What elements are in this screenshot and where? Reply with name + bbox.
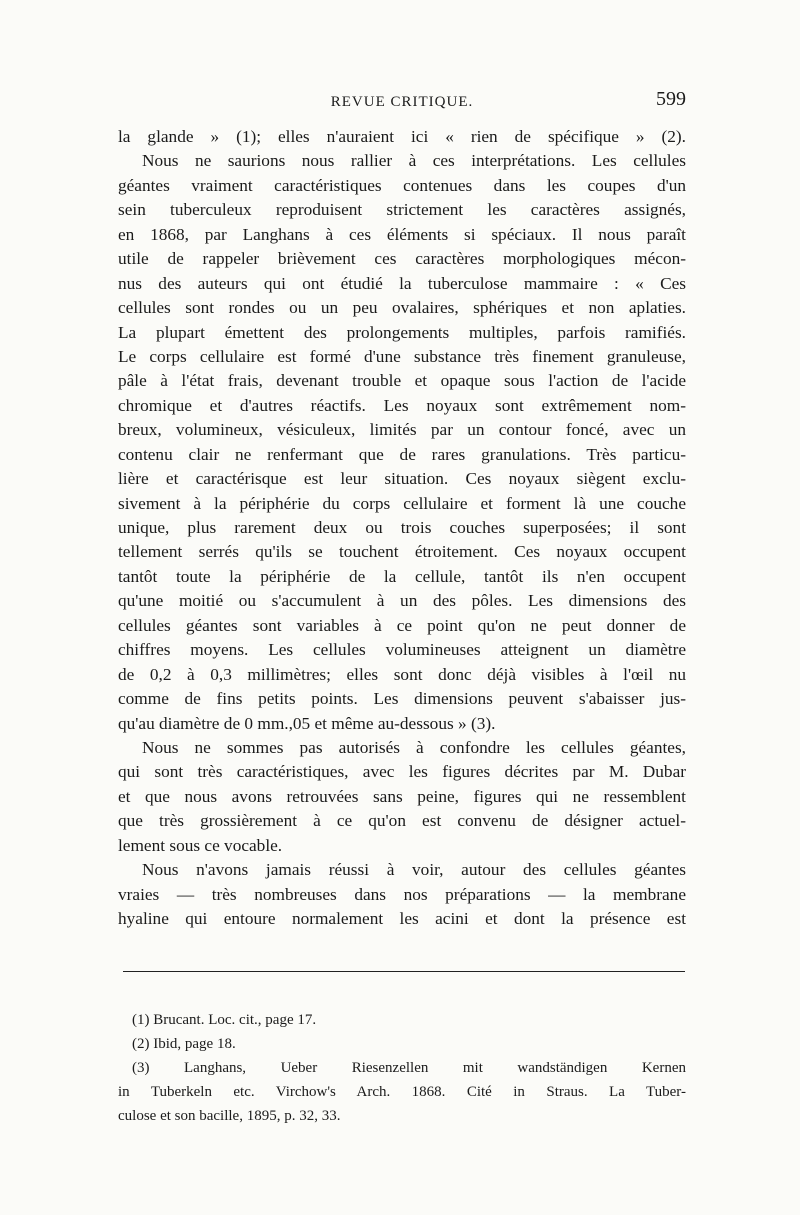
text-line: Le corps cellulaire est formé d'une substance très finement granuleuse, [118, 346, 686, 366]
text-line: vraies — très nombreuses dans nos préparations — la membrane [118, 884, 686, 904]
text-line: contenu clair ne renfermant que de rares granulations. Très particu- [118, 444, 686, 464]
text-line: comme de fins petits points. Les dimensions peuvent s'abaisser jus- [118, 689, 686, 709]
text-line: unique, plus rarement deux ou trois couches superposées; il sont [118, 518, 686, 537]
text-line: qu'au diamètre de 0 mm.,05 et même au-dessous » (3). [118, 713, 496, 733]
text-line: la glande » (1); elles n'auraient ici « rien de spécifique » (2). [118, 127, 686, 146]
text-line: qui sont très caractéristiques, avec les figures décrites par M. Dubar [118, 762, 686, 782]
text-line: chromique et d'autres réactifs. Les noyaux sont extrêmement nom- [118, 395, 686, 415]
text-line: tantôt toute la périphérie de la cellule, tantôt ils n'en occupent [118, 566, 686, 586]
footnote-3-continued: culose et son bacille, 1895, p. 32, 33. [118, 1108, 341, 1124]
text-line: chiffres moyens. Les cellules volumineuses atteignent un diamètre [118, 640, 686, 660]
text-line: Nous ne sommes pas autorisés à confondre les cellules géantes, [142, 737, 686, 757]
text-line: La plupart émettent des prolongements multiples, parfois ramifiés. [118, 322, 686, 342]
text-line: sein tuberculeux reproduisent strictement les caractères assignés, [118, 200, 686, 220]
text-line: de 0,2 à 0,3 millimètres; elles sont donc déjà visibles à l'œil nu [118, 664, 686, 684]
text-line: Nous ne saurions nous rallier à ces interprétations. Les cellules [142, 151, 686, 171]
text-line: utile de rappeler brièvement ces caractères morphologiques mécon- [118, 249, 686, 269]
text-line: Nous n'avons jamais réussi à voir, autour des cellules géantes [142, 860, 686, 880]
page-header [118, 88, 686, 118]
footnote-divider [123, 971, 685, 972]
footnote-2: (2) Ibid, page 18. [132, 1036, 236, 1052]
text-line: pâle à l'état frais, devenant trouble et opaque sous l'action de l'acide [118, 371, 686, 391]
text-line: qu'une moitié ou s'accumulent à un des pôles. Les dimensions des [118, 591, 686, 611]
text-line: géantes vraiment caractéristiques contenues dans les coupes d'un [118, 175, 686, 195]
text-line: sivement à la périphérie du corps cellulaire et forment là une couche [118, 493, 686, 513]
text-line: en 1868, par Langhans à ces éléments si spéciaux. Il nous paraît [118, 224, 686, 244]
main-text [118, 125, 686, 931]
page-number: 599 [656, 88, 686, 110]
text-line: breux, volumineux, vésiculeux, limités par un contour foncé, avec un [118, 420, 686, 440]
running-title: REVUE CRITIQUE. [330, 94, 474, 110]
text-line: nus des auteurs qui ont étudié la tuberculose mammaire : « Ces [118, 273, 686, 293]
text-line: lière et caractérisque est leur situation. Ces noyaux siègent exclu- [118, 469, 686, 489]
text-line: et que nous avons retrouvées sans peine, figures qui ne ressemblent [118, 786, 686, 806]
text-line: hyaline qui entoure normalement les acini et dont la présence est [118, 909, 686, 928]
footnote-1: (1) Brucant. Loc. cit., page 17. [132, 1012, 317, 1028]
text-line: cellules géantes sont variables à ce point qu'on ne peut donner de [118, 615, 686, 635]
footnote-3: (3) Langhans, Ueber Riesenzellen mit wandständigen Kernen [132, 1060, 686, 1076]
text-line: tellement serrés qu'ils se touchent étroitement. Ces noyaux occupent [118, 542, 686, 562]
text-line: lement sous ce vocable. [118, 835, 283, 855]
footnote-3-continued: in Tuberkeln etc. Virchow's Arch. 1868. Cité in Straus. La Tuber- [118, 1084, 686, 1100]
text-line: cellules sont rondes ou un peu ovalaires, sphériques et non aplaties. [118, 298, 686, 318]
text-line: que très grossièrement à ce qu'on est convenu de désigner actuel- [118, 811, 686, 831]
footnotes [118, 1008, 686, 1128]
